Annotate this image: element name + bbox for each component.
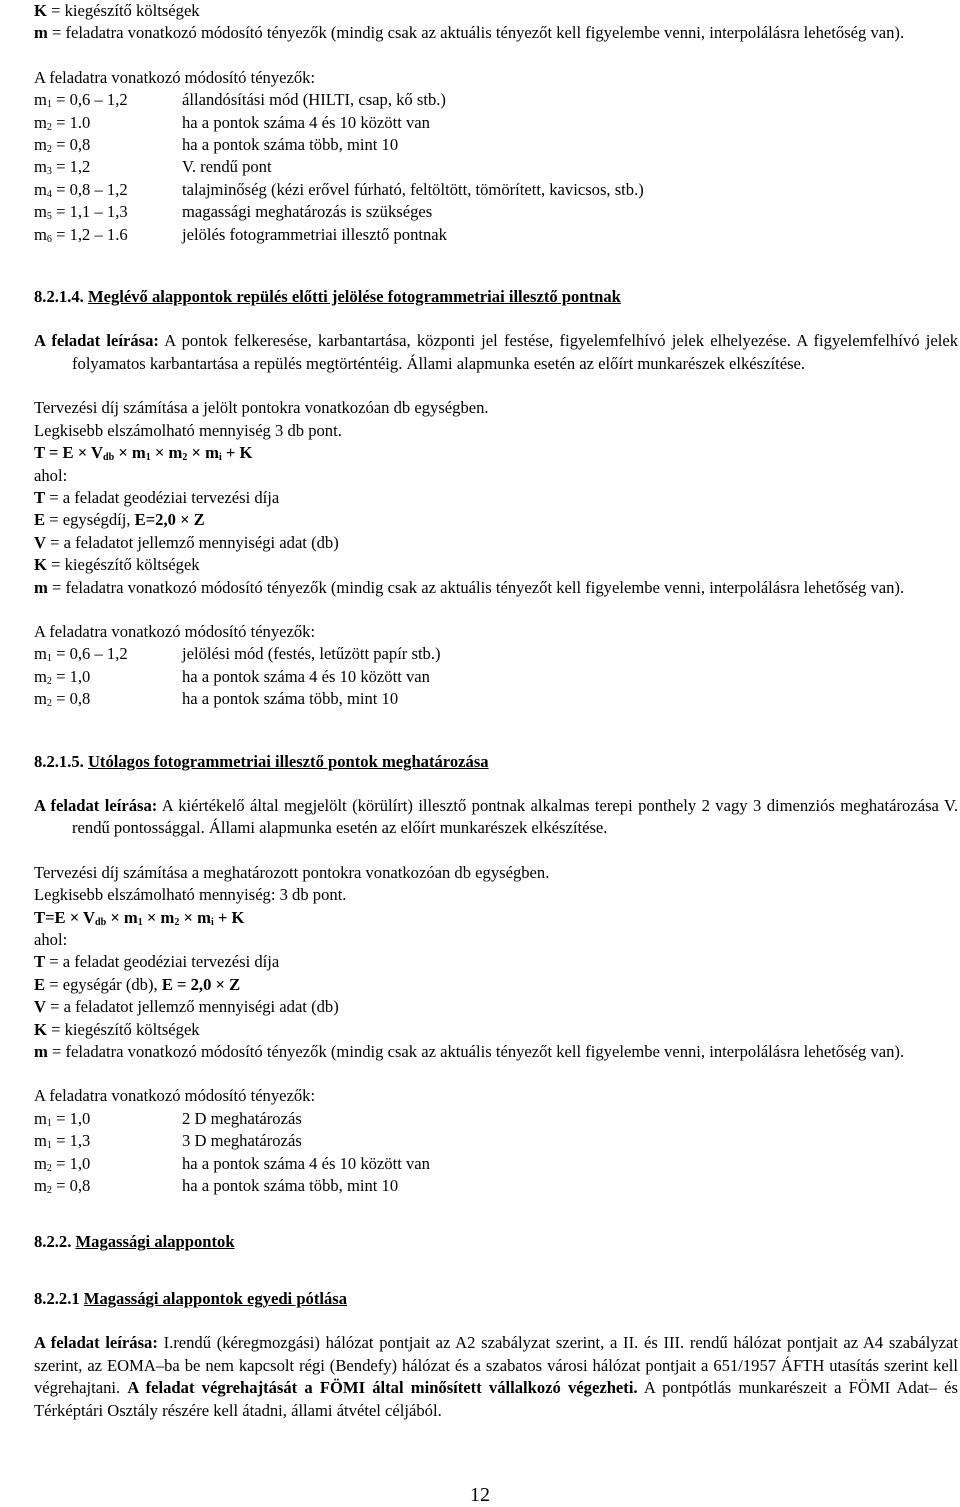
factor-value: $m_6 = 1,2 - 1.6$ [34, 224, 128, 245]
factor-value: $m_3 = 1,2$ [34, 157, 91, 178]
factor-description: 3 D meghatározás [182, 1131, 302, 1151]
factor-description: 2 D meghatározás [182, 1108, 302, 1128]
factors-title: A feladatra vonatkozó módosító tényezők: [34, 1086, 316, 1106]
section-heading-8-2-1-4: 8.2.1.4. Meglévő alappontok repülés előtti jelölése fotogrammetriai illesztő pontnak [34, 287, 621, 307]
fee-line: Tervezési díj számítása a meghatározott pontokra vonatkozóan db egységben. [34, 862, 550, 882]
min-quantity-line: Legkisebb elszámolható mennyiség: 3 db pont. [34, 885, 347, 905]
factor-row [34, 1153, 958, 1175]
factor-description: ha a pontok száma 4 és 10 között van [182, 112, 430, 132]
factor-value: $m_2 = 1.0$ [34, 112, 91, 133]
factor-row [34, 156, 958, 178]
formula: $T = E \times V_{db} \times m_1 \times m_2 \times m_i + K$ [34, 443, 253, 464]
def-m: m = feladatra vonatkozó módosító tényezők (mindig csak az aktuális tényezőt kell figyelembe venni, interpolálásra lehetőség van). [34, 577, 905, 597]
factor-description: ha a pontok száma több, mint 10 [182, 135, 399, 155]
def-e: E = egységár (db), E = 2,0 × Z [34, 974, 241, 994]
factor-row [34, 688, 958, 710]
factor-row [34, 1108, 958, 1130]
def-t: T = a feladat geodéziai tervezési díja [34, 952, 280, 972]
factor-value: $m_1 = 0,6 - 1,2$ [34, 644, 128, 665]
factor-description: állandósítási mód (HILTI, csap, kő stb.) [182, 90, 446, 110]
factor-description: ha a pontok száma 4 és 10 között van [182, 1153, 430, 1173]
factor-description: ha a pontok száma 4 és 10 között van [182, 666, 430, 686]
factor-row [34, 1130, 958, 1152]
def-k: K = kiegészítő költségek [34, 555, 200, 575]
factor-value: $m_2 = 0,8$ [34, 1176, 91, 1197]
factor-value: $m_2 = 1,0$ [34, 1153, 91, 1174]
factor-row [34, 643, 958, 665]
document-page [34, 0, 958, 1422]
factor-value: $m_2 = 0,8$ [34, 135, 91, 156]
task-description: A feladat leírása: A pontok felkeresése, karbantartása, központi jel festése, figyelemfelhívó jelek elhelyezése. A figyelemfelhívó jelek folyamatos karbantartása a repülés megtörténtéig. Állami alapmunka esetén az előírt munkarészek elkészítése. [34, 331, 958, 373]
factor-description: V. rendű pont [182, 157, 272, 177]
section-heading-8-2-1-5: 8.2.1.5. Utólagos fotogrammetriai illesztő pontok meghatározása [34, 751, 489, 771]
factor-value: $m_5 = 1,1 - 1,3$ [34, 202, 128, 223]
factor-row [34, 134, 958, 156]
factor-value: $m_2 = 1,0$ [34, 666, 91, 687]
factor-row [34, 224, 958, 246]
fee-line: Tervezési díj számítása a jelölt pontokra vonatkozóan db egységben. [34, 398, 489, 418]
factor-description: ha a pontok száma több, mint 10 [182, 1176, 399, 1196]
def-e: E = egységdíj, E=2,0 × Z [34, 510, 205, 530]
k-definition: K = kiegészítő költségek [34, 1, 200, 20]
where-label: ahol: [34, 930, 68, 949]
section-heading-8-2-2: 8.2.2. Magassági alappontok [34, 1232, 235, 1252]
task-description: A feladat leírása: A kiértékelő által megjelölt (körülírt) illesztő pontnak alkalmas terepi ponthely 2 vagy 3 dimenziós meghatározása V. rendű pontossággal. Állami alapmunka esetén az előírt munkarészek elkészítése. [34, 795, 958, 838]
factor-value: $m_1 = 1,3$ [34, 1131, 91, 1152]
factors-title: A feladatra vonatkozó módosító tényezők: [34, 621, 316, 641]
section-heading-8-2-2-1: 8.2.2.1 Magassági alappontok egyedi pótlása [34, 1288, 348, 1308]
factor-row [34, 112, 958, 134]
factors-list [34, 643, 958, 710]
factor-row [34, 201, 958, 223]
factor-value: $m_1 = 1,0$ [34, 1108, 91, 1129]
factors-title: A feladatra vonatkozó módosító tényezők: [34, 67, 316, 87]
def-v: V = a feladatot jellemző mennyiségi adat (db) [34, 532, 339, 552]
factor-description: talajminőség (kézi erővel fúrható, feltöltött, tömörített, kavicsos, stb.) [182, 179, 644, 199]
formula: $T=E \times V_{db} \times m_1 \times m_2 \times m_i + K$ [34, 907, 245, 928]
def-k: K = kiegészítő költségek [34, 1019, 200, 1039]
def-v: V = a feladatot jellemző mennyiségi adat (db) [34, 997, 339, 1017]
factor-row [34, 1175, 958, 1197]
factor-row [34, 179, 958, 201]
factor-value: $m_1 = 0,6 - 1,2$ [34, 90, 128, 111]
where-label: ahol: [34, 465, 68, 485]
task-description: A feladat leírása: I.rendű (kéregmozgási) hálózat pontjait az A2 szabályzat szerint, a II. és III. rendű hálózat pontjait az A4 szabályzat szerint, az EOMA–ba be nem kapcsolt régi (Bendefy) hálózat és a szabatos városi hálózat pontjait a 651/1957 ÁFTH utasítás szerint kell végrehajtani. A feladat végrehajtását a FÖMI által minősített vállalkozó végezheti. A pontpótlás munkarészeit a FÖMI Adat– és Térképtári Osztály részére kell átadni, állami átvétel céljából. [34, 1333, 958, 1420]
def-m: m = feladatra vonatkozó módosító tényezők (mindig csak az aktuális tényezőt kell figyelembe venni, interpolálásra lehetőség van). [34, 1042, 905, 1062]
min-quantity-line: Legkisebb elszámolható mennyiség 3 db pont. [34, 420, 342, 440]
factor-value: $m_2 = 0,8$ [34, 689, 91, 710]
factors-list [34, 89, 958, 246]
factor-row [34, 89, 958, 111]
factors-list [34, 1108, 958, 1198]
factor-description: jelölési mód (festés, letűzött papír stb.) [182, 644, 441, 664]
factor-description: magassági meghatározás is szükséges [182, 202, 433, 222]
page-number: 12 [470, 1484, 490, 1506]
factor-value: $m_4 = 0,8 - 1,2$ [34, 179, 128, 200]
def-t: T = a feladat geodéziai tervezési díja [34, 487, 280, 507]
factor-description: ha a pontok száma több, mint 10 [182, 689, 399, 709]
factor-description: jelölés fotogrammetriai illesztő pontnak [182, 224, 447, 244]
factor-row [34, 666, 958, 688]
m-definition: m = feladatra vonatkozó módosító tényezők (mindig csak az aktuális tényezőt kell figyelembe venni, interpolálásra lehetőség van). [34, 23, 905, 43]
